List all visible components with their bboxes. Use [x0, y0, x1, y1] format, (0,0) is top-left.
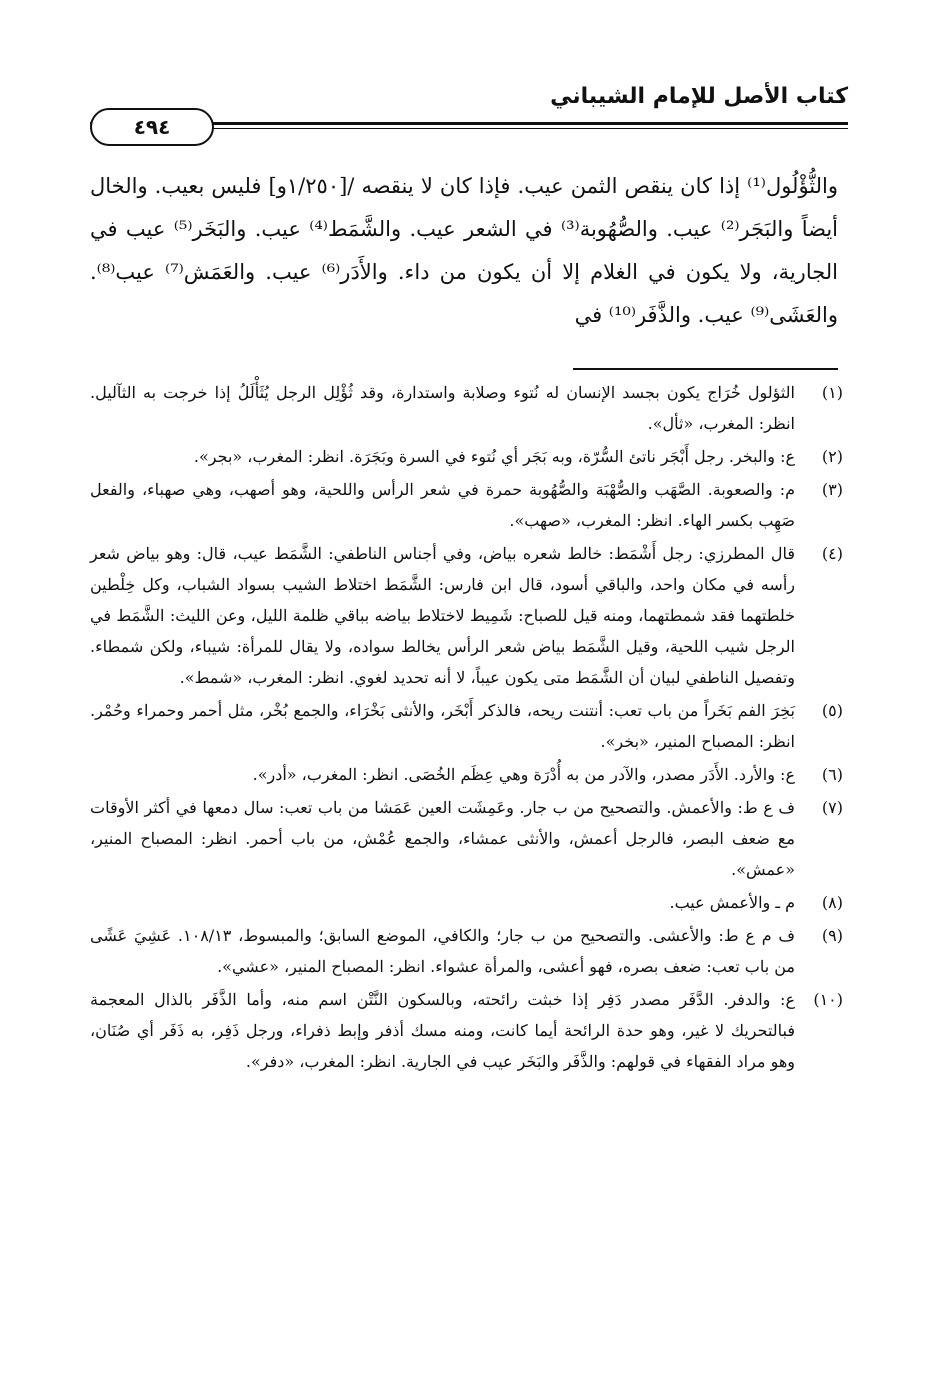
page-number: ٤٩٤	[90, 108, 214, 146]
footnote-text: الثؤلول خُرَاج يكون بجسد الإنسان له نُتوء وصلابة واستدارة، وقد ثُؤْلِل الرجل يُثَأْلَلُ إذا خرجت به الثآليل. انظر: المغرب، «ثأل».	[90, 383, 795, 433]
footnote	[90, 792, 843, 885]
footnote	[90, 441, 843, 472]
footnote-number: (٨)	[821, 893, 843, 912]
book-title: كتاب الأصل للإمام الشيباني	[550, 84, 848, 109]
footnote	[90, 538, 843, 693]
footnote-separator	[573, 368, 838, 370]
footnote-text: ع: والدفر. الدَّفَر مصدر دَفِر إذا خبثت رائحته، وبالسكون النَّتْن اسم منه، وأما الذَّفَر بالذال المعجمة فبالتحريك لا غير، وهو حدة الرائحة أيما كانت، ومنه مسك أذفر وإبط ذفراء، ورجل ذَفِر، به ذَفَر أي صُنَان، وهو مراد الفقهاء في قولهم: والذَّفَر والبَخَر عيب في الجارية. انظر: المغرب، «دفر».	[90, 990, 795, 1071]
footnote-text: ف ع ط: والأعمش. والتصحيح من ب جار. وعَمِشَت العين عَمَشا من باب تعب: سال دمعها في أكثر الأوقات مع ضعف البصر، فالرجل أعمش، والأنثى عمشاء، والجمع عُمْش، من باب أحمر. انظر: المصباح المنير، «عمش».	[90, 798, 795, 879]
footnote-text: قال المطرزي: رجل أَشْمَط: خالط شعره بياض، وفي أجناس الناطفي: الشَّمَط عيب، قال: وهو بياض شعر رأسه في مكان واحد، والباقي أسود، قال ابن فارس: الشَّمَط اختلاط الشيب بسواد الشباب، وكل خِلْطين خلطتهما فقد شمطتهما، ومنه قيل للصباح: شَمِيط لاختلاط بياضه بباقي ظلمة الليل، وعن الليث: الشَّمَط في الرجل شيب اللحية، وقيل الشَّمَط بياض شعر الرأس يخالط سواده، ولا يقال للمرأة: شيباء، ولكن شمطاء. وتفصيل الناطفي لبيان أن الشَّمَط متى يكون عيباً، لا أنه تحديد لغوي. انظر: المغرب، «شمط».	[90, 544, 795, 687]
footnote-number: (٥)	[821, 701, 843, 720]
footnote	[90, 474, 843, 536]
footnote-number: (٧)	[821, 798, 843, 817]
footnote-number: (١)	[821, 383, 843, 402]
footnote-number: (٤)	[821, 544, 843, 563]
footnote-number: (٢)	[821, 447, 843, 466]
footnote-text: بَخِرَ الفم بَخَراً من باب تعب: أنتنت ريحه، فالذكر أَبْخَر، والأنثى بَخْرَاء، والجمع بُخْر، مثل أحمر وحمراء وحُمْر. انظر: المصباح المنير، «بخر».	[90, 701, 795, 751]
footnote	[90, 920, 843, 982]
footnote	[90, 377, 843, 439]
footnote	[90, 695, 843, 757]
footnote-text: ع: والأرد. الأَدَر مصدر، والآدر من به أُدْرَة وهي عِظَم الخُصَى. انظر: المغرب، «أدر».	[252, 765, 795, 784]
page-header	[90, 80, 848, 140]
footnote-number: (٦)	[821, 765, 843, 784]
footnote-text: م ـ والأعمش عيب.	[669, 893, 795, 912]
footnote-text: ف م ع ط: والأعشى. والتصحيح من ب جار؛ والكافي، الموضع السابق؛ والمبسوط، ١٠٨/١٣. عَشِيَ عَشًى من باب تعب: ضعف بصره، فهو أعشى، والمرأة عشواء. انظر: المصباح المنير، «عشي».	[90, 926, 796, 976]
main-text: والثُّؤْلُول⁽¹⁾ إذا كان ينقص الثمن عيب. فإذا كان لا ينقصه /[١/٢٥٠و] فليس بعيب. والخال أيضاً والبَجَر⁽²⁾ عيب. والصُّهُوبة⁽³⁾ في الشعر عيب. والشَّمَط⁽⁴⁾ عيب. والبَخَر⁽⁵⁾ عيب في الجارية، ولا يكون في الغلام إلا أن يكون من داء. والأَدَر⁽⁶⁾ عيب. والعَمَش⁽⁷⁾ عيب⁽⁸⁾. والعَشَى⁽⁹⁾ عيب. والذَّفَر⁽¹⁰⁾ في	[90, 174, 839, 327]
footnote-text: ع: والبخر. رجل أَبْجَر ناتئ السُّرّة، وبه بَجَر أي نُتوء في السرة وبَجَرَة. انظر: المغرب، «بجر».	[193, 447, 795, 466]
footnote	[90, 759, 843, 790]
footnote-number: (٩)	[821, 926, 843, 945]
footnotes	[90, 377, 843, 1079]
footnote	[90, 887, 843, 918]
footnote-number: (١٠)	[813, 990, 843, 1009]
footnote-text: م: والصعوبة. الصَّهَب والصُّهْبَة والصُّهُوبة حمرة في شعر الرأس واللحية، وهو أصهب، وهي صهباء، والفعل صَهِب بكسر الهاء. انظر: المغرب، «صهب».	[90, 480, 795, 530]
footnote	[90, 984, 843, 1077]
footnote-number: (٣)	[821, 480, 843, 499]
